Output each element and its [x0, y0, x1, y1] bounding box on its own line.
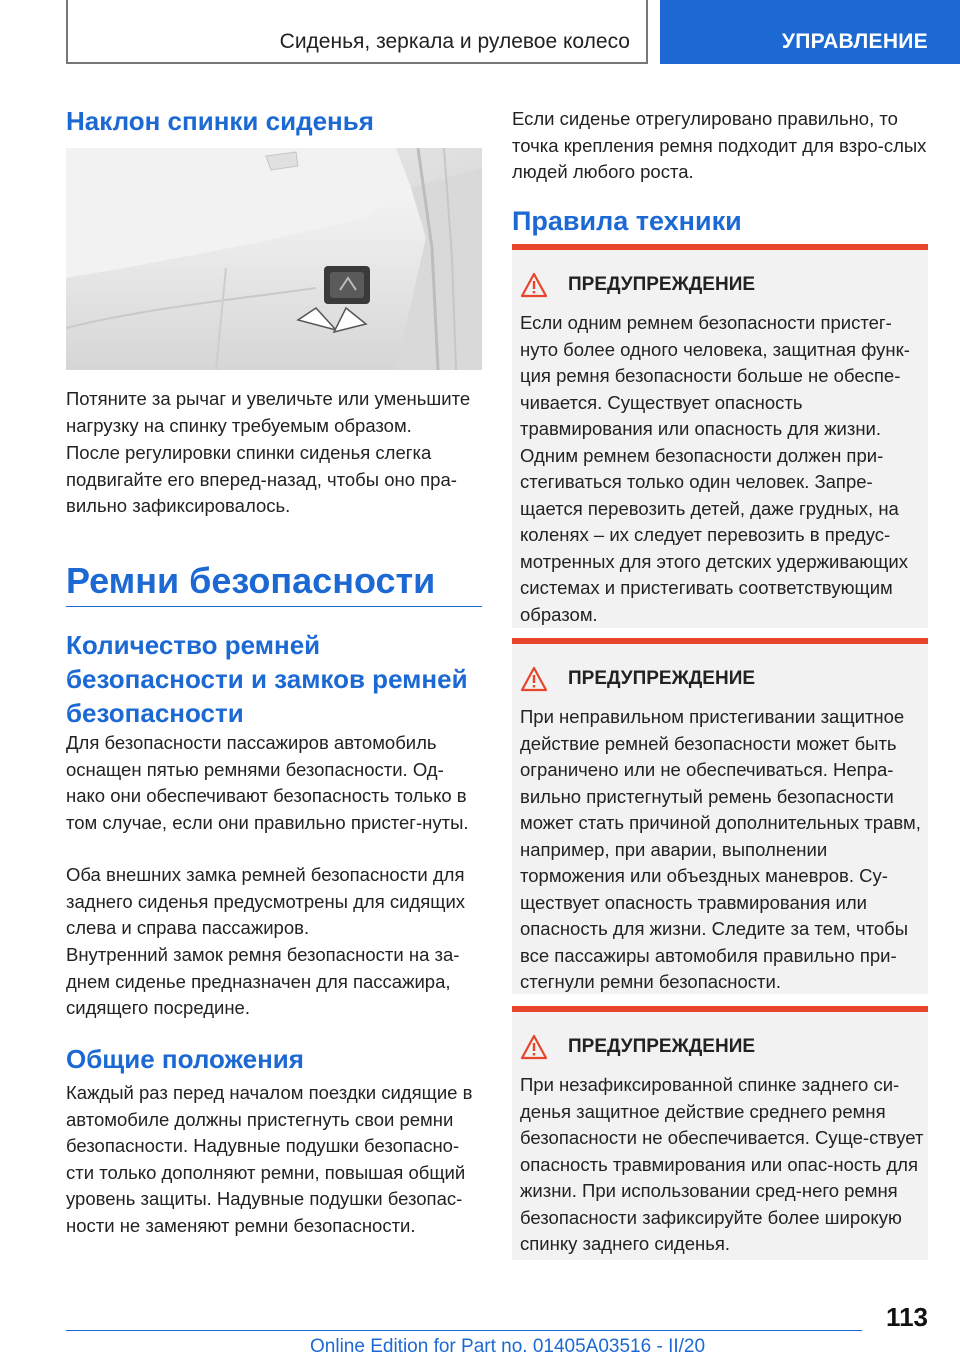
- backrest-para-2: После регулировки спинки сиденья слегка подвигайте его вперед-назад, чтобы оно пра-вильно зафиксировалось.: [66, 442, 457, 516]
- warning-triangle-icon: [520, 666, 548, 692]
- header-section-box: [66, 0, 648, 64]
- warning-text: При незафиксированной спинке заднего си-денья защитное действие среднего ремня безопасности не обеспечивается. Суще-ствует опасность травмирования или опас-ность для жизни. При использовании сред-него ремня безопасности зафиксируйте более широкую спинку заднего сиденья.: [520, 1074, 924, 1254]
- warning-title: ПРЕДУПРЕЖДЕНИЕ: [568, 1036, 756, 1057]
- general-heading: Общие положения: [66, 1044, 304, 1074]
- warning-title: ПРЕДУПРЕЖДЕНИЕ: [568, 274, 756, 295]
- rules-heading: Правила техники: [512, 206, 742, 236]
- count-heading: Количество ремней безопасности и замков ремней безопасности: [66, 630, 468, 728]
- chapter-title[interactable]: УПРАВЛЕНИЕ: [781, 30, 928, 53]
- backrest-heading: Наклон спинки сиденья: [66, 106, 374, 136]
- page-number: 113: [886, 1302, 928, 1332]
- general-para: Каждый раз перед началом поездки сидящие в автомобиле должны пристегнуть свои ремни безопасности. Надувные подушки безопасно-сти только дополняют ремни, повышая общий уровень защиты. Надувные подушки безопас-ности не заменяют ремни безопасности.: [66, 1082, 473, 1236]
- backrest-para-1: Потяните за рычаг и увеличьте или уменьшите нагрузку на спинку требуемым образом.: [66, 388, 471, 436]
- warning-box-3: [512, 1006, 928, 1260]
- warning-box-1: [512, 244, 928, 628]
- seat-photo-illustration: [66, 148, 482, 370]
- intro-para: Если сиденье отрегулировано правильно, то точка крепления ремня подходит для взро-слых людей любого роста.: [512, 108, 927, 182]
- warning-title: ПРЕДУПРЕЖДЕНИЕ: [568, 668, 756, 689]
- belts-heading-rule: [66, 606, 482, 607]
- section-title: Сиденья, зеркала и рулевое колесо: [279, 30, 630, 53]
- warning-triangle-icon: [520, 1034, 548, 1060]
- count-para-3: Внутренний замок ремня безопасности на за-днем сиденье предназначен для пассажира, сидящего посредине.: [66, 944, 460, 1018]
- footer-edition-link[interactable]: Online Edition for Part no. 01405A03516 - II/20: [310, 1336, 706, 1357]
- count-para-2: Оба внешних замка ремней безопасности для заднего сиденья предусмотрены для сидящих слева и справа пассажиров.: [66, 864, 466, 938]
- count-para-1: Для безопасности пассажиров автомобиль оснащен пятью ремнями безопасности. Од-нако они обеспечивают безопасность только в том случае, если они правильно пристег-нуты.: [66, 732, 469, 833]
- seat-backrest-lever-photo: [66, 148, 482, 370]
- warning-triangle-icon: [520, 272, 548, 298]
- warning-text: Если одним ремнем безопасности пристег-нуто более одного человека, защитная функ-ция ремня безопасности больше не обеспе-чивается. Существует опасность травмирования или опасность для жизни. Одним ремнем безопасности должен при-стегиваться только один человек. Запре-щается перевозить детей, даже грудных, на коленях – их следует перевозить в предус-мотренных для этого детских удерживающих системах и пристегивать соответствующим образом.: [520, 312, 910, 625]
- footer-rule: [66, 1330, 862, 1331]
- warning-box-2: [512, 638, 928, 994]
- header-chapter-box[interactable]: [660, 0, 960, 64]
- warning-text: При неправильном пристегивании защитное действие ремней безопасности может быть ограничено или не обеспечиваться. Непра-вильно пристегнутый ремень безопасности может стать причиной дополнительных травм, например, при аварии, выполнении торможения или объездных маневров. Су-ществует опасность травмирования или опасность для жизни. Следите за тем, чтобы все пассажиры автомобиля правильно при-стегнули ремни безопасности.: [520, 706, 921, 992]
- belts-heading: Ремни безопасности: [66, 560, 436, 601]
